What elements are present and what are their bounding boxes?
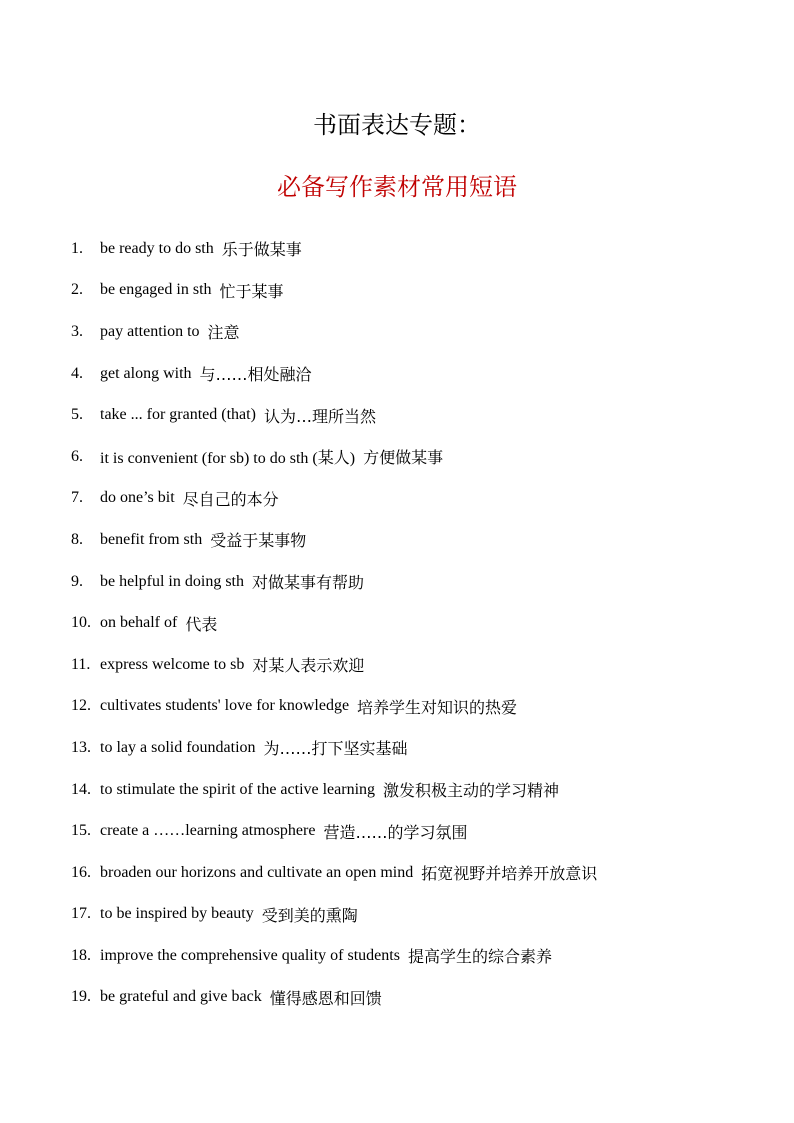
list-item bbox=[71, 478, 751, 520]
item-chinese: 尽自己的本分 bbox=[182, 489, 279, 509]
item-number: 6. bbox=[71, 447, 83, 465]
list-item bbox=[71, 894, 751, 936]
list-item bbox=[71, 228, 751, 270]
phrase-list bbox=[71, 228, 751, 1018]
list-item bbox=[71, 311, 751, 353]
item-chinese: 拓宽视野并培养开放意识 bbox=[421, 864, 598, 884]
item-number: 4. bbox=[71, 364, 83, 382]
item-english: get along with bbox=[100, 364, 192, 382]
item-english: express welcome to sb bbox=[100, 655, 245, 673]
item-english: do one’s bit bbox=[100, 489, 175, 507]
item-english: pay attention to bbox=[100, 322, 200, 340]
item-number: 18. bbox=[71, 946, 91, 964]
item-number: 19. bbox=[71, 988, 91, 1006]
item-chinese: 乐于做某事 bbox=[221, 240, 302, 260]
item-number: 8. bbox=[71, 530, 83, 548]
item-english: to be inspired by beauty bbox=[100, 905, 254, 923]
item-chinese: 激发积极主动的学习精神 bbox=[383, 781, 560, 801]
item-number: 11. bbox=[71, 655, 91, 673]
item-chinese: 与……相处融洽 bbox=[199, 365, 312, 385]
item-number: 1. bbox=[71, 239, 83, 257]
list-item bbox=[71, 519, 751, 561]
item-english: be ready to do sth bbox=[100, 239, 214, 257]
list-item bbox=[71, 394, 751, 436]
document-title: 书面表达专题： bbox=[313, 111, 481, 139]
item-number: 17. bbox=[71, 905, 91, 923]
item-chinese: 方便做某事 bbox=[363, 448, 444, 468]
item-english: be engaged in sth bbox=[100, 281, 212, 299]
item-number: 12. bbox=[71, 697, 91, 715]
item-chinese: 代表 bbox=[185, 614, 218, 634]
list-item bbox=[71, 935, 751, 977]
item-english: benefit from sth bbox=[100, 530, 203, 548]
item-english: take ... for granted (that) bbox=[100, 406, 256, 424]
item-number: 14. bbox=[71, 780, 91, 798]
item-english: it is convenient (for sb) to do sth (某人) bbox=[100, 450, 356, 468]
item-number: 9. bbox=[71, 572, 83, 590]
document-subtitle: 必备写作素材常用短语 bbox=[277, 173, 517, 201]
item-english: to lay a solid foundation bbox=[100, 738, 256, 756]
item-english: to stimulate the spirit of the active learning bbox=[100, 780, 376, 798]
list-item bbox=[71, 852, 751, 894]
item-number: 15. bbox=[71, 822, 91, 840]
item-chinese: 为……打下坚实基础 bbox=[263, 739, 408, 759]
list-item bbox=[71, 436, 751, 478]
item-number: 2. bbox=[71, 281, 83, 299]
item-chinese: 营造……的学习氛围 bbox=[323, 822, 468, 842]
item-number: 10. bbox=[71, 614, 91, 632]
item-english: be helpful in doing sth bbox=[100, 572, 244, 590]
item-english: cultivates students' love for knowledge bbox=[100, 697, 350, 715]
list-item bbox=[71, 270, 751, 312]
list-item bbox=[71, 561, 751, 603]
item-english: broaden our horizons and cultivate an open mind bbox=[100, 863, 414, 881]
item-chinese: 提高学生的综合素养 bbox=[407, 947, 552, 967]
item-chinese: 受到美的熏陶 bbox=[261, 905, 358, 925]
item-english: be grateful and give back bbox=[100, 988, 262, 1006]
list-item bbox=[71, 644, 751, 686]
item-number: 16. bbox=[71, 863, 91, 881]
list-item bbox=[71, 727, 751, 769]
item-chinese: 注意 bbox=[207, 323, 240, 343]
item-chinese: 懂得感恩和回馈 bbox=[269, 988, 382, 1008]
list-item bbox=[71, 602, 751, 644]
item-chinese: 对做某事有帮助 bbox=[251, 573, 364, 593]
item-english: improve the comprehensive quality of students bbox=[100, 946, 400, 964]
list-item bbox=[71, 977, 751, 1019]
item-chinese: 培养学生对知识的热爱 bbox=[357, 697, 518, 717]
item-number: 13. bbox=[71, 738, 91, 756]
item-chinese: 忙于某事 bbox=[219, 281, 284, 301]
item-english: on behalf of bbox=[100, 614, 178, 632]
list-item bbox=[71, 686, 751, 728]
item-number: 3. bbox=[71, 322, 83, 340]
list-item bbox=[71, 769, 751, 811]
list-item bbox=[71, 810, 751, 852]
item-english: create a ……learning atmosphere bbox=[100, 822, 316, 840]
item-chinese: 受益于某事物 bbox=[210, 531, 307, 551]
item-chinese: 对某人表示欢迎 bbox=[252, 656, 365, 676]
item-chinese: 认为…理所当然 bbox=[263, 406, 376, 426]
item-number: 5. bbox=[71, 406, 83, 424]
item-number: 7. bbox=[71, 489, 83, 507]
list-item bbox=[71, 353, 751, 395]
